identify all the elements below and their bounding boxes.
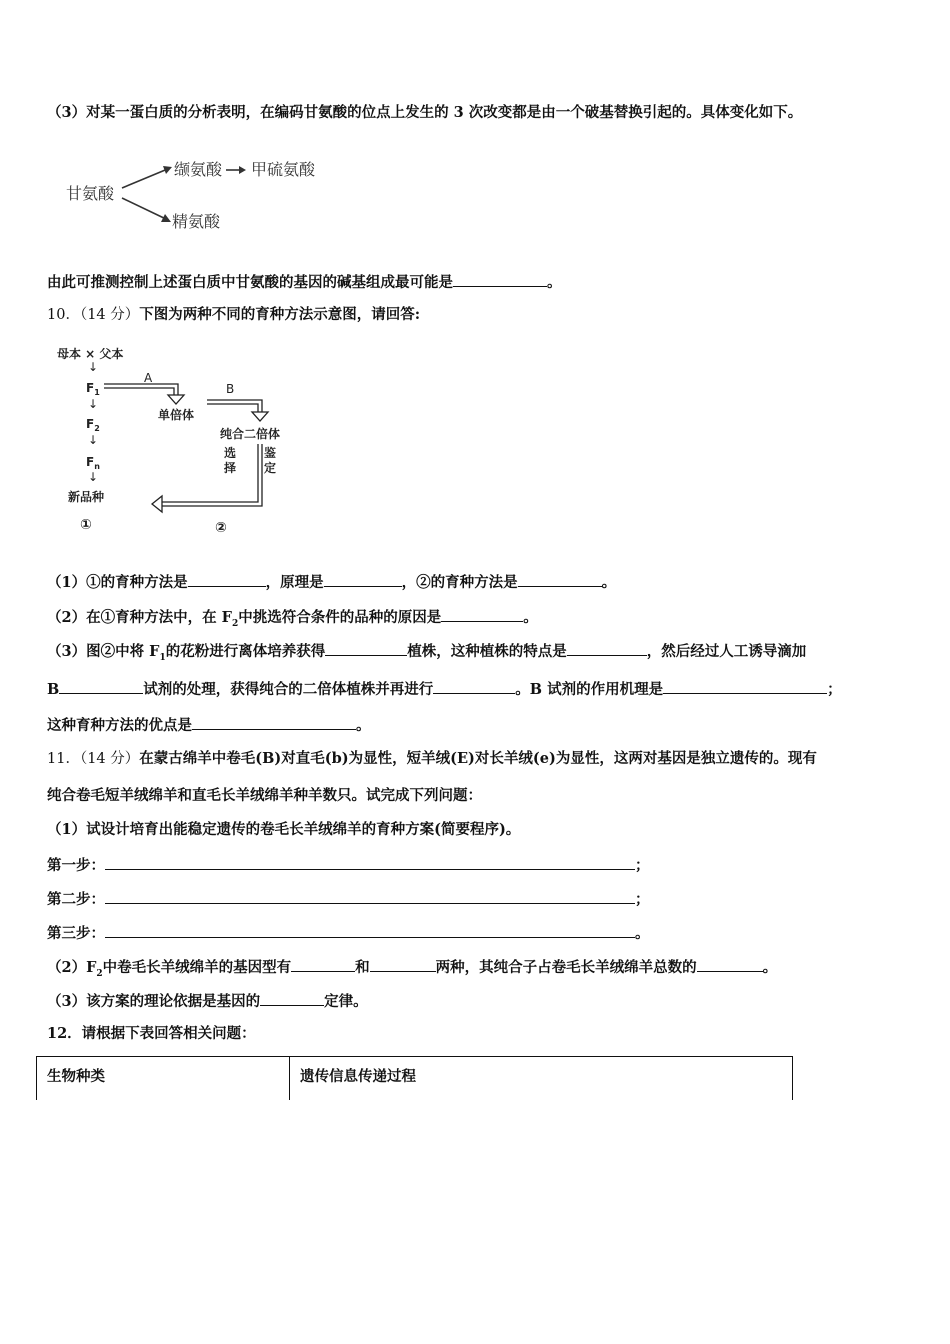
answer-blank[interactable] — [192, 714, 356, 730]
q10-sub3-line1: （3）图②中将 $F_1$的花粉进行离体培养获得 植株，这种植株的特点是 ，然后经过人工诱导滴加 — [47, 640, 806, 668]
label-b: B — [226, 382, 235, 396]
answer-blank[interactable] — [105, 854, 635, 870]
circle-1-label: ① — [80, 517, 92, 533]
new-variety-label: 新品种 — [68, 490, 105, 504]
arrow-a-inner — [104, 388, 174, 395]
q10-sub3-line2: B 试剂的处理，获得纯合的二倍体植株并再进行 。B 试剂的作用机理是 ； — [47, 678, 842, 700]
answer-blank[interactable] — [188, 571, 266, 587]
q9-conclusion: 由此可推测控制上述蛋白质中甘氨酸的基因的碱基组成最可能是 。 — [47, 271, 562, 293]
answer-blank[interactable] — [433, 678, 515, 694]
down-arrow-2: ↓ — [88, 397, 99, 411]
q11-sub1: （1）试设计培育出能稳定遗传的卷毛长羊绒绵羊的育种方案(简要程序)。 — [47, 821, 521, 838]
q10-sub2: （2）在①育种方法中，在 $F_2$中挑选符合条件的品种的原因是 。 — [47, 606, 538, 634]
q9-sub3-text: （3）对某一蛋白质的分析表明，在编码甘氨酸的位点上发生的 3 次改变都是由一个破基替换引起的。具体变化如下。 — [47, 104, 803, 121]
arrow-b-outer — [207, 400, 262, 412]
arrow-return-inner — [162, 444, 258, 502]
answer-blank[interactable] — [324, 571, 402, 587]
answer-blank[interactable] — [453, 271, 547, 287]
answer-blank[interactable] — [105, 888, 635, 904]
table-header-organism: 生物种类 — [37, 1057, 290, 1116]
breeding-method-figure — [52, 340, 312, 540]
q12-stem: 12．请根据下表回答相关问题： — [47, 1025, 256, 1042]
arrow-return-outer — [162, 444, 262, 506]
answer-blank[interactable] — [370, 956, 436, 972]
q10-sub3-line3: 这种育种方法的优点是 。 — [47, 714, 371, 736]
arrow-to-arginine — [122, 198, 168, 220]
valine-label: 缬氨酸 — [174, 160, 223, 179]
answer-blank[interactable] — [518, 571, 602, 587]
answer-blank[interactable] — [59, 678, 143, 694]
q11-sub2: $(2)F_2$中卷毛长羊绒绵羊的基因型有 和 两种，其纯合子占卷毛长羊绒绵羊总数的 。 — [47, 956, 777, 984]
select-char-1: 选 — [224, 446, 237, 460]
identify-char-1: 鉴 — [264, 446, 277, 460]
f2-label: $F_2$ — [86, 417, 100, 433]
answer-blank[interactable] — [325, 640, 407, 656]
q11-stem-line1: 11．（14 分）在蒙古绵羊中卷毛(B)对直毛(b)为显性，短羊绒(E)对长羊绒(e)为显性，这两对基因是独立遗传的。现有 — [47, 750, 817, 767]
q10-sub1: （1）①的育种方法是 ，原理是 ，②的育种方法是 。 — [47, 571, 616, 593]
down-arrow-3: ↓ — [88, 433, 99, 447]
down-arrow-4: ↓ — [88, 470, 99, 484]
methionine-label: 甲硫氨酸 — [251, 160, 316, 179]
arrow-a-outer — [104, 384, 178, 395]
q11-sub3: （3）该方案的理论依据是基因的 定律。 — [47, 990, 368, 1012]
arrow-return-head — [152, 496, 162, 512]
q11-step2: 第二步： ； — [47, 888, 650, 910]
circle-2-label: ② — [215, 520, 227, 536]
arrow-a-head — [168, 395, 184, 404]
answer-blank[interactable] — [105, 922, 635, 938]
glycine-label: 甘氨酸 — [66, 184, 115, 203]
answer-blank[interactable] — [663, 678, 827, 694]
table-header-process: 遗传信息传递过程 — [290, 1057, 793, 1116]
q11-stem-line2: 纯合卷毛短羊绒绵羊和直毛长羊绒绵羊种羊数只。试完成下列问题： — [47, 787, 482, 804]
select-char-2: 择 — [224, 461, 237, 475]
answer-blank[interactable] — [567, 640, 647, 656]
answer-blank[interactable] — [441, 606, 523, 622]
identify-char-2: 定 — [264, 461, 277, 475]
answer-blank[interactable] — [291, 956, 355, 972]
haploid-label: 单倍体 — [158, 408, 195, 422]
arginine-label: 精氨酸 — [172, 212, 221, 231]
arrow-b-inner — [207, 404, 258, 412]
label-a: A — [144, 371, 153, 385]
answer-blank[interactable] — [697, 956, 763, 972]
pure-diploid-label: 纯合二倍体 — [220, 427, 281, 441]
q10-stem: 10．（14 分）下图为两种不同的育种方法示意图，请回答: — [47, 306, 421, 323]
arrow-to-valine — [122, 168, 170, 188]
parents-label: 母本 × 父本 — [57, 347, 124, 361]
arrow-head — [239, 166, 246, 174]
amino-acid-change-figure — [62, 150, 362, 240]
q11-step1: 第一步： ； — [47, 854, 650, 876]
fn-label: $F_n$ — [86, 455, 100, 471]
arrow-b-head — [252, 412, 268, 421]
answer-blank[interactable] — [260, 990, 324, 1006]
q11-step3: 第三步： 。 — [47, 922, 650, 944]
page-bottom-blank — [0, 1100, 950, 1344]
f1-label: $F_1$ — [86, 381, 100, 397]
down-arrow-1: ↓ — [88, 360, 99, 374]
